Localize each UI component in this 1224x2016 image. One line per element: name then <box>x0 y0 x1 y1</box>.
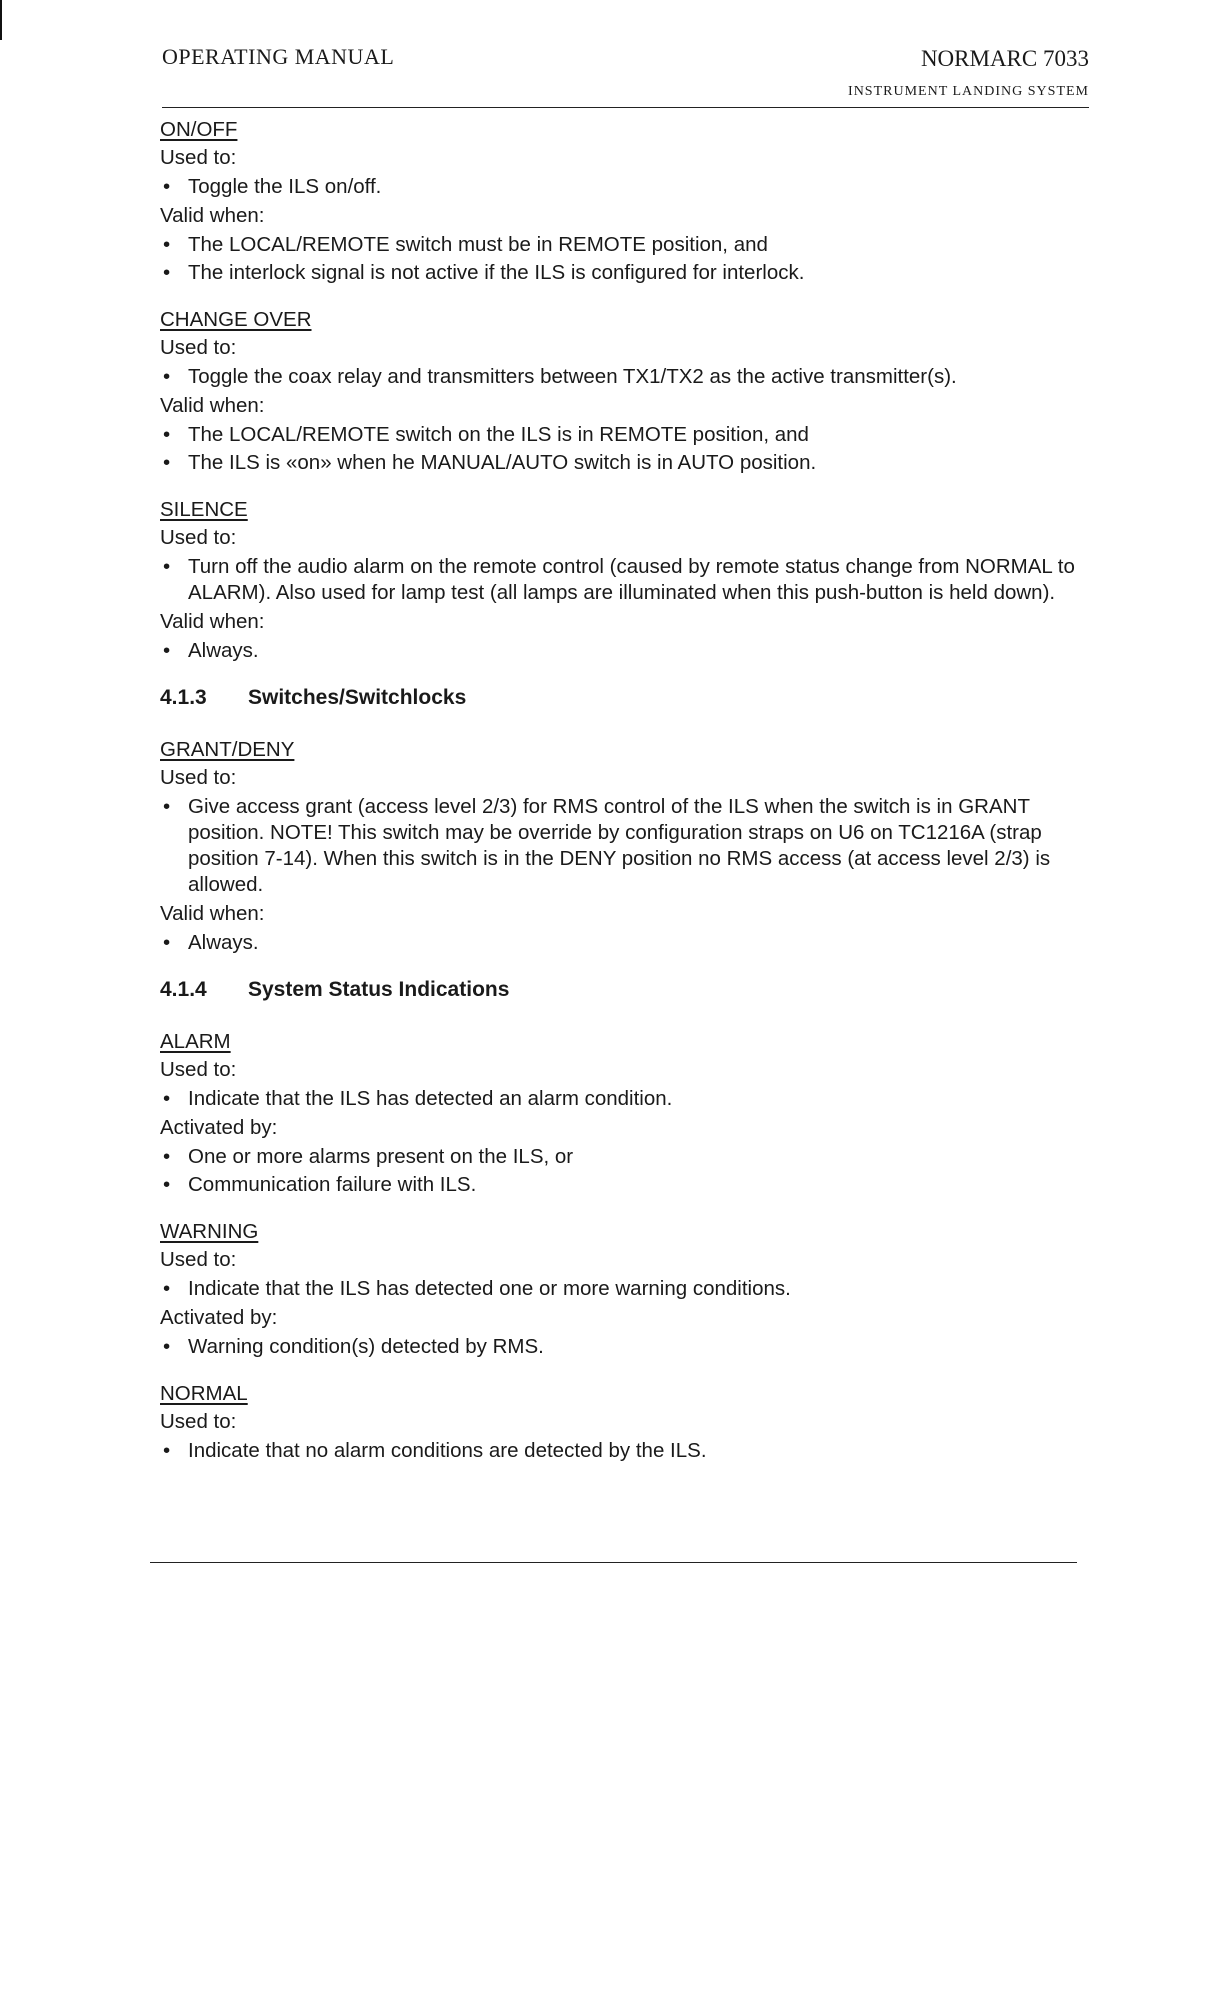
used-to-label: Used to: <box>160 526 237 549</box>
list-item: • Turn off the audio alarm on the remote control (caused by remote status change from NORMAL to ALARM). Also used for lamp test (all lamps are illuminated when this push-button is held down). <box>163 555 1075 604</box>
section-warning <box>160 1218 1080 1360</box>
heading-number: 4.1.3 <box>160 686 207 709</box>
valid-when-label: Valid when: <box>160 610 265 633</box>
used-to-list <box>160 1086 1080 1112</box>
valid-when-label: Valid when: <box>160 204 265 227</box>
list-item: • The LOCAL/REMOTE switch must be in REMOTE position, and <box>163 233 768 256</box>
used-to-label: Used to: <box>160 146 237 169</box>
list-item: • Indicate that no alarm conditions are detected by the ILS. <box>163 1439 707 1462</box>
list-item: • Communication failure with ILS. <box>163 1173 477 1196</box>
used-to-label: Used to: <box>160 1058 237 1081</box>
header-manual-title: OPERATING MANUAL <box>162 44 395 69</box>
section-title: ON/OFF <box>160 118 238 141</box>
list-item: • Indicate that the ILS has detected one or more warning conditions. <box>163 1277 791 1300</box>
used-to-label: Used to: <box>160 1248 237 1271</box>
list-item: • Give access grant (access level 2/3) for RMS control of the ILS when the switch is in GRANT position. NOTE! This switch may be override by configuration straps on U6 on TC1216A (strap position 7-14). When this switch is in the DENY position no RMS access (at access level 2/3) is allowed. <box>163 795 1051 896</box>
valid-when-list <box>160 930 1080 956</box>
section-onoff <box>160 116 1080 286</box>
section-title: ALARM <box>160 1030 231 1053</box>
list-item: • Always. <box>163 639 259 662</box>
footer-divider <box>150 1562 1077 1563</box>
list-item: • One or more alarms present on the ILS, or <box>163 1145 574 1168</box>
used-to-label: Used to: <box>160 1410 237 1433</box>
used-to-list <box>160 794 1080 898</box>
header-divider <box>162 107 1089 108</box>
section-heading-4-1-4 <box>160 976 1080 1004</box>
section-title: CHANGE OVER <box>160 308 312 331</box>
header-product-name: NORMARC 7033 <box>920 46 1089 71</box>
heading-number: 4.1.4 <box>160 978 207 1001</box>
activated-by-list <box>160 1144 1080 1198</box>
used-to-label: Used to: <box>160 766 237 789</box>
list-item: • The ILS is «on» when he MANUAL/AUTO switch is in AUTO position. <box>163 451 817 474</box>
list-item: • The LOCAL/REMOTE switch on the ILS is in REMOTE position, and <box>163 423 809 446</box>
valid-when-label: Valid when: <box>160 902 265 925</box>
section-alarm <box>160 1028 1080 1198</box>
section-title: WARNING <box>160 1220 259 1243</box>
list-item: • Toggle the ILS on/off. <box>163 175 382 198</box>
used-to-list <box>160 364 1080 390</box>
valid-when-label: Valid when: <box>160 394 265 417</box>
section-normal <box>160 1380 1080 1464</box>
header-product-subtitle: INSTRUMENT LANDING SYSTEM <box>848 84 1089 99</box>
used-to-list <box>160 554 1080 606</box>
section-title: GRANT/DENY <box>160 738 295 761</box>
section-grant-deny <box>160 736 1080 956</box>
section-title: NORMAL <box>160 1382 248 1405</box>
used-to-label: Used to: <box>160 336 237 359</box>
heading-text: System Status Indications <box>248 978 510 1001</box>
section-silence <box>160 496 1080 664</box>
page-body <box>160 116 1080 1484</box>
used-to-list <box>160 1276 1080 1302</box>
list-item: • Always. <box>163 931 259 954</box>
section-change-over <box>160 306 1080 476</box>
list-item: • The interlock signal is not active if the ILS is configured for interlock. <box>163 261 805 284</box>
section-heading-4-1-3 <box>160 684 1080 712</box>
activated-by-list <box>160 1334 1080 1360</box>
activated-by-label: Activated by: <box>160 1306 278 1329</box>
list-item: • Toggle the coax relay and transmitters between TX1/TX2 as the active transmitter(s). <box>163 365 957 388</box>
section-title: SILENCE <box>160 498 248 521</box>
heading-text: Switches/Switchlocks <box>248 686 467 709</box>
activated-by-label: Activated by: <box>160 1116 278 1139</box>
list-item: • Indicate that the ILS has detected an alarm condition. <box>163 1087 673 1110</box>
used-to-list <box>160 1438 1080 1464</box>
valid-when-list <box>160 422 1080 476</box>
scan-edge-mark <box>0 0 2 40</box>
list-item: • Warning condition(s) detected by RMS. <box>163 1335 544 1358</box>
valid-when-list <box>160 232 1080 286</box>
used-to-list <box>160 174 1080 200</box>
valid-when-list <box>160 638 1080 664</box>
